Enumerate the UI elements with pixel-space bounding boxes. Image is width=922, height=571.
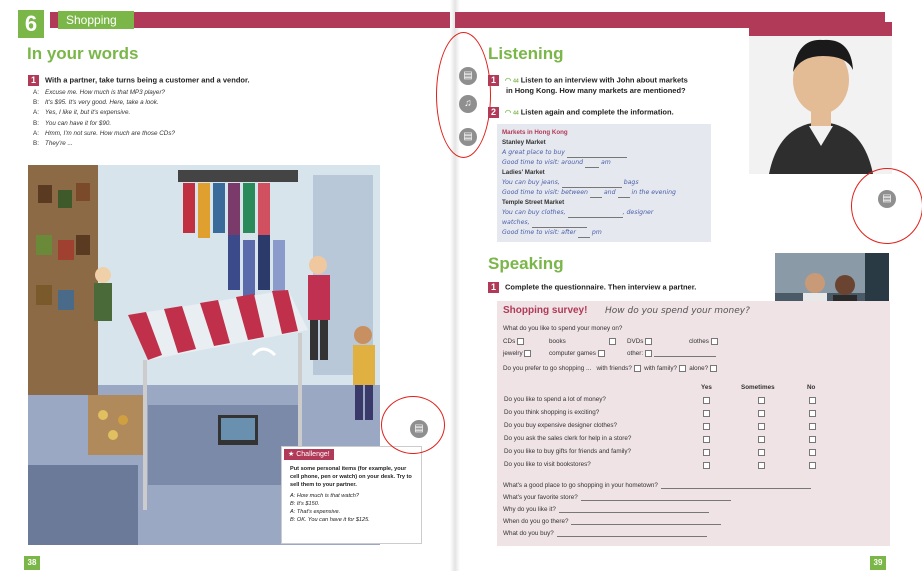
- survey-title: Shopping survey!: [503, 305, 588, 316]
- dialog-line: B: You can have it for $90.: [33, 119, 112, 127]
- checkbox[interactable]: [758, 423, 765, 430]
- checkbox[interactable]: [809, 423, 816, 430]
- dialog: [33, 88, 175, 149]
- market-name: Ladies' Market: [502, 169, 545, 176]
- unit-number-badge: 6: [18, 10, 44, 38]
- checkbox[interactable]: [710, 365, 717, 372]
- answer-line[interactable]: [571, 524, 721, 525]
- section-title-in-your-words: In your words: [27, 44, 139, 63]
- checkbox[interactable]: [634, 365, 641, 372]
- survey-question-row: Do you like to spend a lot of money?: [504, 396, 606, 403]
- checkbox[interactable]: [809, 449, 816, 456]
- survey-question-row: Do you ask the sales clerk for help in a store?: [504, 435, 632, 442]
- dialog-line: A: Hmm, I'm not sure. How much are those CDs?: [33, 129, 175, 137]
- document-icon-button[interactable]: ▤: [459, 128, 477, 146]
- survey-question-1: What do you like to spend your money on?: [503, 325, 623, 332]
- checkbox[interactable]: [598, 350, 605, 357]
- unit-title: Shopping: [58, 11, 134, 29]
- open-question-row: [503, 494, 841, 501]
- info-line: Good time to visit: after pm: [502, 229, 602, 236]
- challenge-text: Put some personal items (for example, your cell phone, pen or watch) on your desk. Try to sell them to your partner.: [290, 466, 412, 488]
- open-question-text: Why do you like it?: [503, 506, 556, 513]
- open-question-row: [503, 506, 841, 513]
- challenge-box: [281, 446, 422, 544]
- checkbox[interactable]: [703, 436, 710, 443]
- audio-icon: ◠: [505, 109, 514, 117]
- option-other: other:: [627, 350, 716, 357]
- checkbox[interactable]: [758, 462, 765, 469]
- checkbox[interactable]: [703, 423, 710, 430]
- survey-subtitle: How do you spend your money?: [605, 306, 750, 316]
- challenge-header: ★ Challenge!: [284, 449, 334, 460]
- open-question-text: When do you go there?: [503, 518, 569, 525]
- star-icon: ★: [288, 451, 297, 458]
- left-page: [0, 0, 455, 571]
- section-title-listening: Listening: [488, 44, 564, 63]
- survey-question-2: Do you prefer to go shopping ... with friends? with family? alone?: [503, 365, 717, 372]
- answer-line[interactable]: [581, 500, 731, 501]
- checkbox[interactable]: [703, 410, 710, 417]
- checkbox[interactable]: [703, 449, 710, 456]
- market-name: Temple Street Market: [502, 199, 565, 206]
- info-heading: Markets in Hong Kong: [502, 129, 568, 136]
- survey-question-row: Do you buy expensive designer clothes?: [504, 422, 618, 429]
- open-question-row: [503, 530, 841, 537]
- option-dvds: DVDs: [627, 338, 652, 345]
- option-cds: CDs: [503, 338, 524, 345]
- checkbox[interactable]: [711, 338, 718, 345]
- column-sometimes: Sometimes: [741, 384, 775, 391]
- column-no: No: [807, 384, 816, 391]
- dialog-line: A: Yes, I like it, but it's expensive.: [33, 109, 131, 117]
- checkbox[interactable]: [679, 365, 686, 372]
- headphones-icon-button[interactable]: ♫: [459, 95, 477, 113]
- open-question-row: [503, 482, 841, 489]
- challenge-dialog: A: How much is that watch? B: It's $150. A: That's expensive. B: OK. You can have it for $125.: [290, 493, 370, 523]
- checkbox[interactable]: [609, 338, 616, 345]
- audio-icon: ◠: [505, 77, 514, 85]
- speaking-exercise-1: 1 Complete the questionnaire. Then interview a partner.: [488, 282, 696, 293]
- page-number-right: 39: [870, 556, 886, 570]
- document-icon-button[interactable]: ▤: [878, 190, 896, 208]
- column-yes: Yes: [701, 384, 712, 391]
- answer-line[interactable]: [661, 488, 811, 489]
- checkbox[interactable]: [758, 410, 765, 417]
- open-question-text: What do you buy?: [503, 530, 554, 537]
- checkbox[interactable]: [703, 462, 710, 469]
- checkbox[interactable]: [645, 338, 652, 345]
- shopping-survey: [497, 301, 890, 546]
- section-title-speaking: Speaking: [488, 254, 564, 273]
- info-line: You can buy jeans, bags: [502, 179, 639, 186]
- checkbox[interactable]: [758, 449, 765, 456]
- market-name: Stanley Market: [502, 139, 546, 146]
- checkbox[interactable]: [809, 462, 816, 469]
- dialog-line: B: They're ...: [33, 140, 73, 148]
- challenge-body: [290, 465, 415, 524]
- info-line: A great place to buy: [502, 148, 706, 158]
- survey-question-row: Do you think shopping is exciting?: [504, 409, 600, 416]
- survey-question-row: Do you like to visit bookstores?: [504, 461, 591, 468]
- checkbox[interactable]: [758, 397, 765, 404]
- exercise-1-instruction: 1 With a partner, take turns being a customer and a vendor.: [28, 75, 250, 86]
- open-question-text: What's your favorite store?: [503, 494, 578, 501]
- checkbox[interactable]: [703, 397, 710, 404]
- info-line: You can buy clothes, , designer: [502, 209, 654, 216]
- survey-question-row: Do you like to buy gifts for friends and family?: [504, 448, 632, 455]
- exercise-number: 1: [28, 75, 39, 86]
- listening-exercise-1: 1 ◠ 44 Listen to an interview with John about markets in Hong Kong. How many markets are mentioned?: [488, 75, 688, 96]
- checkbox[interactable]: [524, 350, 531, 357]
- option-jewelry: jewelry: [503, 350, 531, 357]
- checkbox[interactable]: [758, 436, 765, 443]
- checkbox[interactable]: [645, 350, 652, 357]
- info-line: watches,: [502, 218, 706, 228]
- open-question-text: What's a good place to go shopping in your hometown?: [503, 482, 658, 489]
- option-books: books: [549, 338, 566, 345]
- document-icon-button[interactable]: ▤: [459, 67, 477, 85]
- checkbox[interactable]: [517, 338, 524, 345]
- checkbox[interactable]: [809, 397, 816, 404]
- listening-exercise-2: 2 ◠ 44 Listen again and complete the information.: [488, 107, 674, 118]
- portrait-image: [749, 22, 892, 174]
- info-line: Good time to visit: around am: [502, 159, 611, 166]
- dialog-line: A: Excuse me. How much is that MP3 player?: [33, 89, 166, 96]
- checkbox[interactable]: [809, 436, 816, 443]
- answer-line[interactable]: [557, 536, 707, 537]
- answer-line[interactable]: [559, 512, 709, 513]
- markets-info-box: [497, 124, 711, 242]
- checkbox[interactable]: [809, 410, 816, 417]
- document-icon-button[interactable]: ▤: [410, 420, 428, 438]
- page-number-left: 38: [24, 556, 40, 570]
- info-line: Good time to visit: between and in the evening: [502, 189, 676, 196]
- dialog-line: B: It's $95. It's very good. Here, take a look.: [33, 99, 159, 107]
- option-computer-games: computer games: [549, 350, 605, 357]
- man-portrait-photo: [749, 22, 892, 174]
- option-clothes: clothes: [689, 338, 718, 345]
- open-question-row: [503, 518, 841, 525]
